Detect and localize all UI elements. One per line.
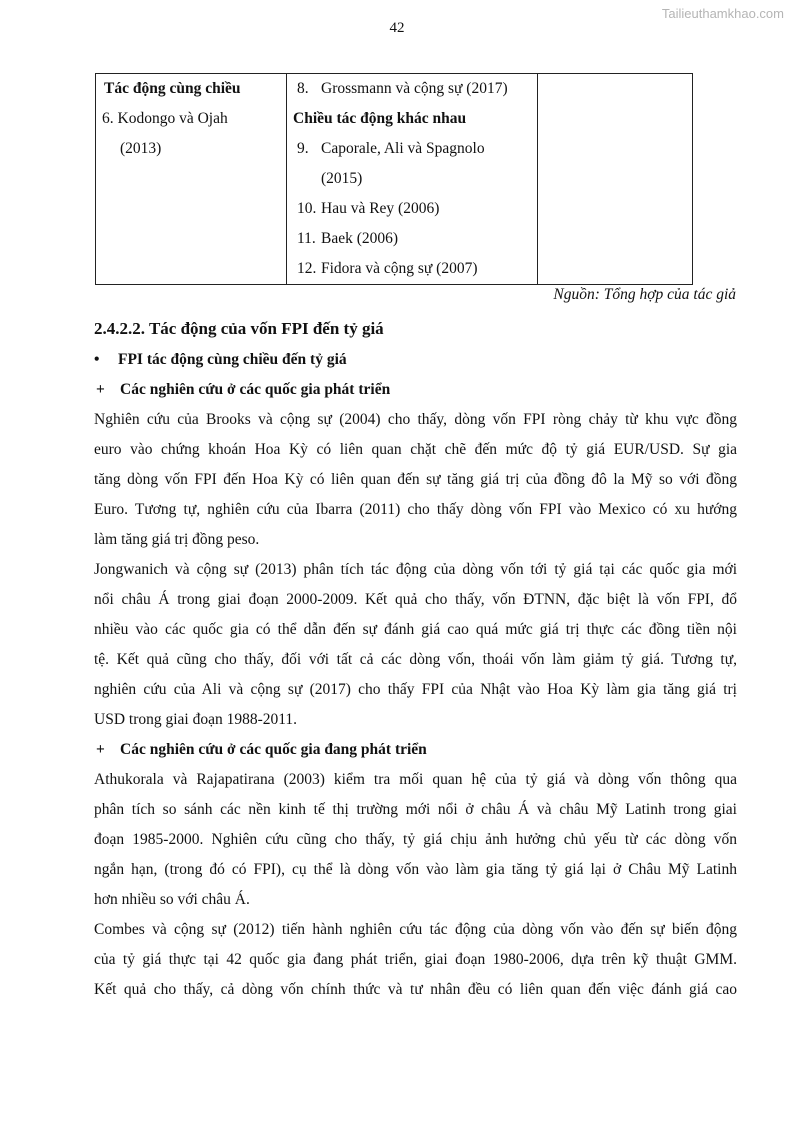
table-subheading-different-direction: Chiều tác động khác nhau bbox=[293, 110, 467, 127]
literature-table bbox=[95, 73, 693, 285]
subheading-developing: + Các nghiên cứu ở các quốc gia đang phát triển bbox=[94, 735, 737, 765]
text-line: phân tích so sánh các nền kinh tế thị trường mới nổi ở châu Á và châu Mỹ Latinh trong giai bbox=[94, 801, 737, 818]
table-cell-empty bbox=[538, 74, 693, 285]
body-content bbox=[94, 345, 737, 1005]
text-line: Nghiên cứu của Brooks và cộng sự (2004) cho thấy, dòng vốn FPI ròng chảy từ khu vực đồng bbox=[94, 411, 737, 428]
text-line: làm tăng giá trị đồng peso. bbox=[94, 531, 260, 548]
paragraph-3 bbox=[94, 765, 737, 915]
text-line: euro vào chứng khoán Hoa Kỳ có liên quan chặt chẽ đến mức độ tỷ giá EUR/USD. Sự gia bbox=[94, 441, 737, 458]
text-line: hơn nhiều so với châu Á. bbox=[94, 891, 250, 908]
table-item-9-year: (2015) bbox=[321, 170, 363, 187]
table-item-6-year: (2013) bbox=[120, 140, 162, 157]
table-item-11: 11. Baek (2006) bbox=[297, 230, 399, 247]
text-line: đoạn 1985-2000. Nghiên cứu cũng cho thấy, tỷ giá chịu ảnh hưởng chủ yếu từ các dòng vốn bbox=[94, 831, 737, 848]
text-line: nhiều vào các quốc gia có thể dẫn đến sự đánh giá cao quá mức giá trị thực các đồng tiền nội bbox=[94, 621, 737, 638]
table-cell-studies bbox=[287, 74, 538, 285]
paragraph-2 bbox=[94, 555, 737, 735]
text-line: nghiên cứu của Ali và cộng sự (2017) cho thấy FPI của Nhật vào Hoa Kỳ làm gia tăng giá trị bbox=[94, 681, 737, 698]
section-heading: 2.4.2.2. Tác động của vốn FPI đến tỷ giá bbox=[94, 319, 384, 338]
table-cell-same-direction bbox=[96, 74, 287, 285]
table-item-9: 9. Caporale, Ali và Spagnolo bbox=[297, 140, 485, 157]
table-heading-same-direction: Tác động cùng chiều bbox=[104, 80, 241, 97]
text-line: ngắn hạn, (trong đó có FPI), cụ thể là dòng vốn vào làm gia tăng tỷ giá lại ở Châu Mỹ Latinh bbox=[94, 861, 737, 878]
bullet-icon: • bbox=[94, 351, 100, 368]
text-line: Combes và cộng sự (2012) tiến hành nghiên cứu tác động của dòng vốn vào đến sự biến động bbox=[94, 921, 737, 938]
text-line: tăng dòng vốn FPI đến Hoa Kỳ có liên quan đến sự tăng giá trị của đồng đô la Mỹ so với đồng bbox=[94, 471, 737, 488]
text-line: tệ. Kết quả cũng cho thấy, đối với tất cả các dòng vốn, thoái vốn làm giảm tỷ giá. Tương tự, bbox=[94, 651, 737, 668]
text-line: Athukorala và Rajapatirana (2003) kiểm tra mối quan hệ của tỷ giá và dòng vốn thông qua bbox=[94, 771, 737, 788]
source-note: Nguồn: Tổng hợp của tác giả bbox=[553, 286, 736, 303]
text-line: USD trong giai đoạn 1988-2011. bbox=[94, 711, 298, 728]
watermark: Tailieuthamkhao.com bbox=[661, 6, 784, 21]
table-item-10: 10. Hau và Rey (2006) bbox=[297, 200, 440, 217]
table-item-6: 6. Kodongo và Ojah bbox=[102, 110, 228, 127]
text-line: Jongwanich và cộng sự (2013) phân tích tác động của dòng vốn tới tỷ giá tại các quốc gia mới bbox=[94, 561, 737, 578]
text-line: của tỷ giá thực tại 42 quốc gia đang phát triển, giai đoạn 1980-2006, dựa trên kỹ thuật GMM. bbox=[94, 951, 737, 968]
plus-icon: + bbox=[96, 381, 105, 398]
paragraph-1 bbox=[94, 405, 737, 555]
bullet-heading: • FPI tác động cùng chiều đến tỷ giá bbox=[94, 345, 737, 375]
text-line: Kết quả cho thấy, cả dòng vốn chính thức và tư nhân đều có liên quan đến việc đánh giá cao bbox=[94, 981, 737, 998]
plus-icon: + bbox=[96, 741, 105, 758]
table-item-12: 12. Fidora và cộng sự (2007) bbox=[297, 260, 478, 277]
text-line: Euro. Tương tự, nghiên cứu của Ibarra (2011) cho thấy dòng vốn FPI vào Mexico có xu hướng bbox=[94, 501, 737, 518]
paragraph-4 bbox=[94, 915, 737, 1005]
page-number: 42 bbox=[389, 20, 405, 36]
subheading-developed: + Các nghiên cứu ở các quốc gia phát triển bbox=[94, 375, 737, 405]
text-line: nổi châu Á trong giai đoạn 2000-2009. Kết quả cho thấy, vốn ĐTNN, đặc biệt là vốn FPI, đổ bbox=[94, 591, 737, 608]
table-item-8: 8. Grossmann và cộng sự (2017) bbox=[297, 80, 508, 97]
